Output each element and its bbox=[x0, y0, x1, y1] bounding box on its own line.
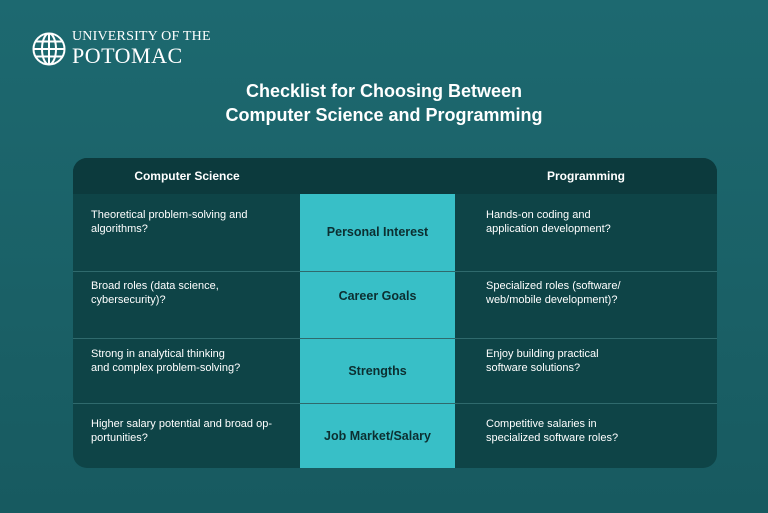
university-logo bbox=[32, 30, 211, 67]
row-2-right-line-1: Specialized roles (software/ bbox=[486, 280, 621, 292]
row-1-left-line-2: algorithms? bbox=[91, 223, 148, 235]
header-programming: Programming bbox=[546, 169, 625, 183]
row-3-left-line-1: Strong in analytical thinking bbox=[91, 348, 225, 360]
row-4-left-line-1: Higher salary potential and broad op- bbox=[91, 418, 273, 430]
globe-icon bbox=[32, 32, 66, 66]
row-1-criterion: Personal Interest bbox=[326, 225, 429, 239]
logo-line-2: POTOMAC bbox=[72, 43, 183, 68]
row-4-right-line-2: specialized software roles? bbox=[486, 432, 619, 444]
row-1-left-line-1: Theoretical problem-solving and bbox=[91, 209, 248, 221]
row-3-left-line-2: and complex problem-solving? bbox=[91, 362, 241, 374]
row-divider bbox=[73, 338, 717, 339]
row-1-right-line-2: application development? bbox=[486, 223, 611, 235]
row-1-right-line-1: Hands-on coding and bbox=[486, 209, 591, 221]
row-3-right-line-1: Enjoy building practical bbox=[486, 348, 599, 360]
row-2-computer-science bbox=[91, 279, 291, 307]
row-2-left-line-1: Broad roles (data science, bbox=[91, 280, 219, 292]
row-3-programming bbox=[486, 347, 686, 375]
row-2-criterion: Career Goals bbox=[338, 289, 417, 303]
header-computer-science: Computer Science bbox=[134, 169, 240, 183]
title-line-2: Computer Science and Programming bbox=[225, 105, 543, 125]
row-2-programming bbox=[486, 279, 686, 307]
row-1-programming bbox=[486, 208, 686, 236]
title-line-1: Checklist for Choosing Between bbox=[245, 81, 523, 101]
comparison-table bbox=[73, 158, 717, 468]
row-3-right-line-2: software solutions? bbox=[486, 362, 581, 374]
row-3-computer-science bbox=[91, 347, 291, 375]
row-2-left-line-2: cybersecurity)? bbox=[91, 294, 166, 306]
page-title bbox=[0, 79, 768, 127]
row-divider bbox=[73, 271, 717, 272]
table-header bbox=[73, 158, 717, 194]
row-4-computer-science bbox=[91, 417, 291, 445]
row-4-left-line-2: portunities? bbox=[91, 432, 148, 444]
row-4-programming bbox=[486, 417, 686, 445]
row-4-criterion: Job Market/Salary bbox=[324, 429, 431, 443]
row-4-right-line-1: Competitive salaries in bbox=[486, 418, 597, 430]
row-1-computer-science bbox=[91, 208, 291, 236]
row-divider bbox=[73, 403, 717, 404]
logo-line-1: UNIVERSITY OF THE bbox=[72, 29, 211, 44]
row-3-criterion: Strengths bbox=[348, 364, 407, 378]
row-2-right-line-2: web/mobile development)? bbox=[486, 294, 618, 306]
